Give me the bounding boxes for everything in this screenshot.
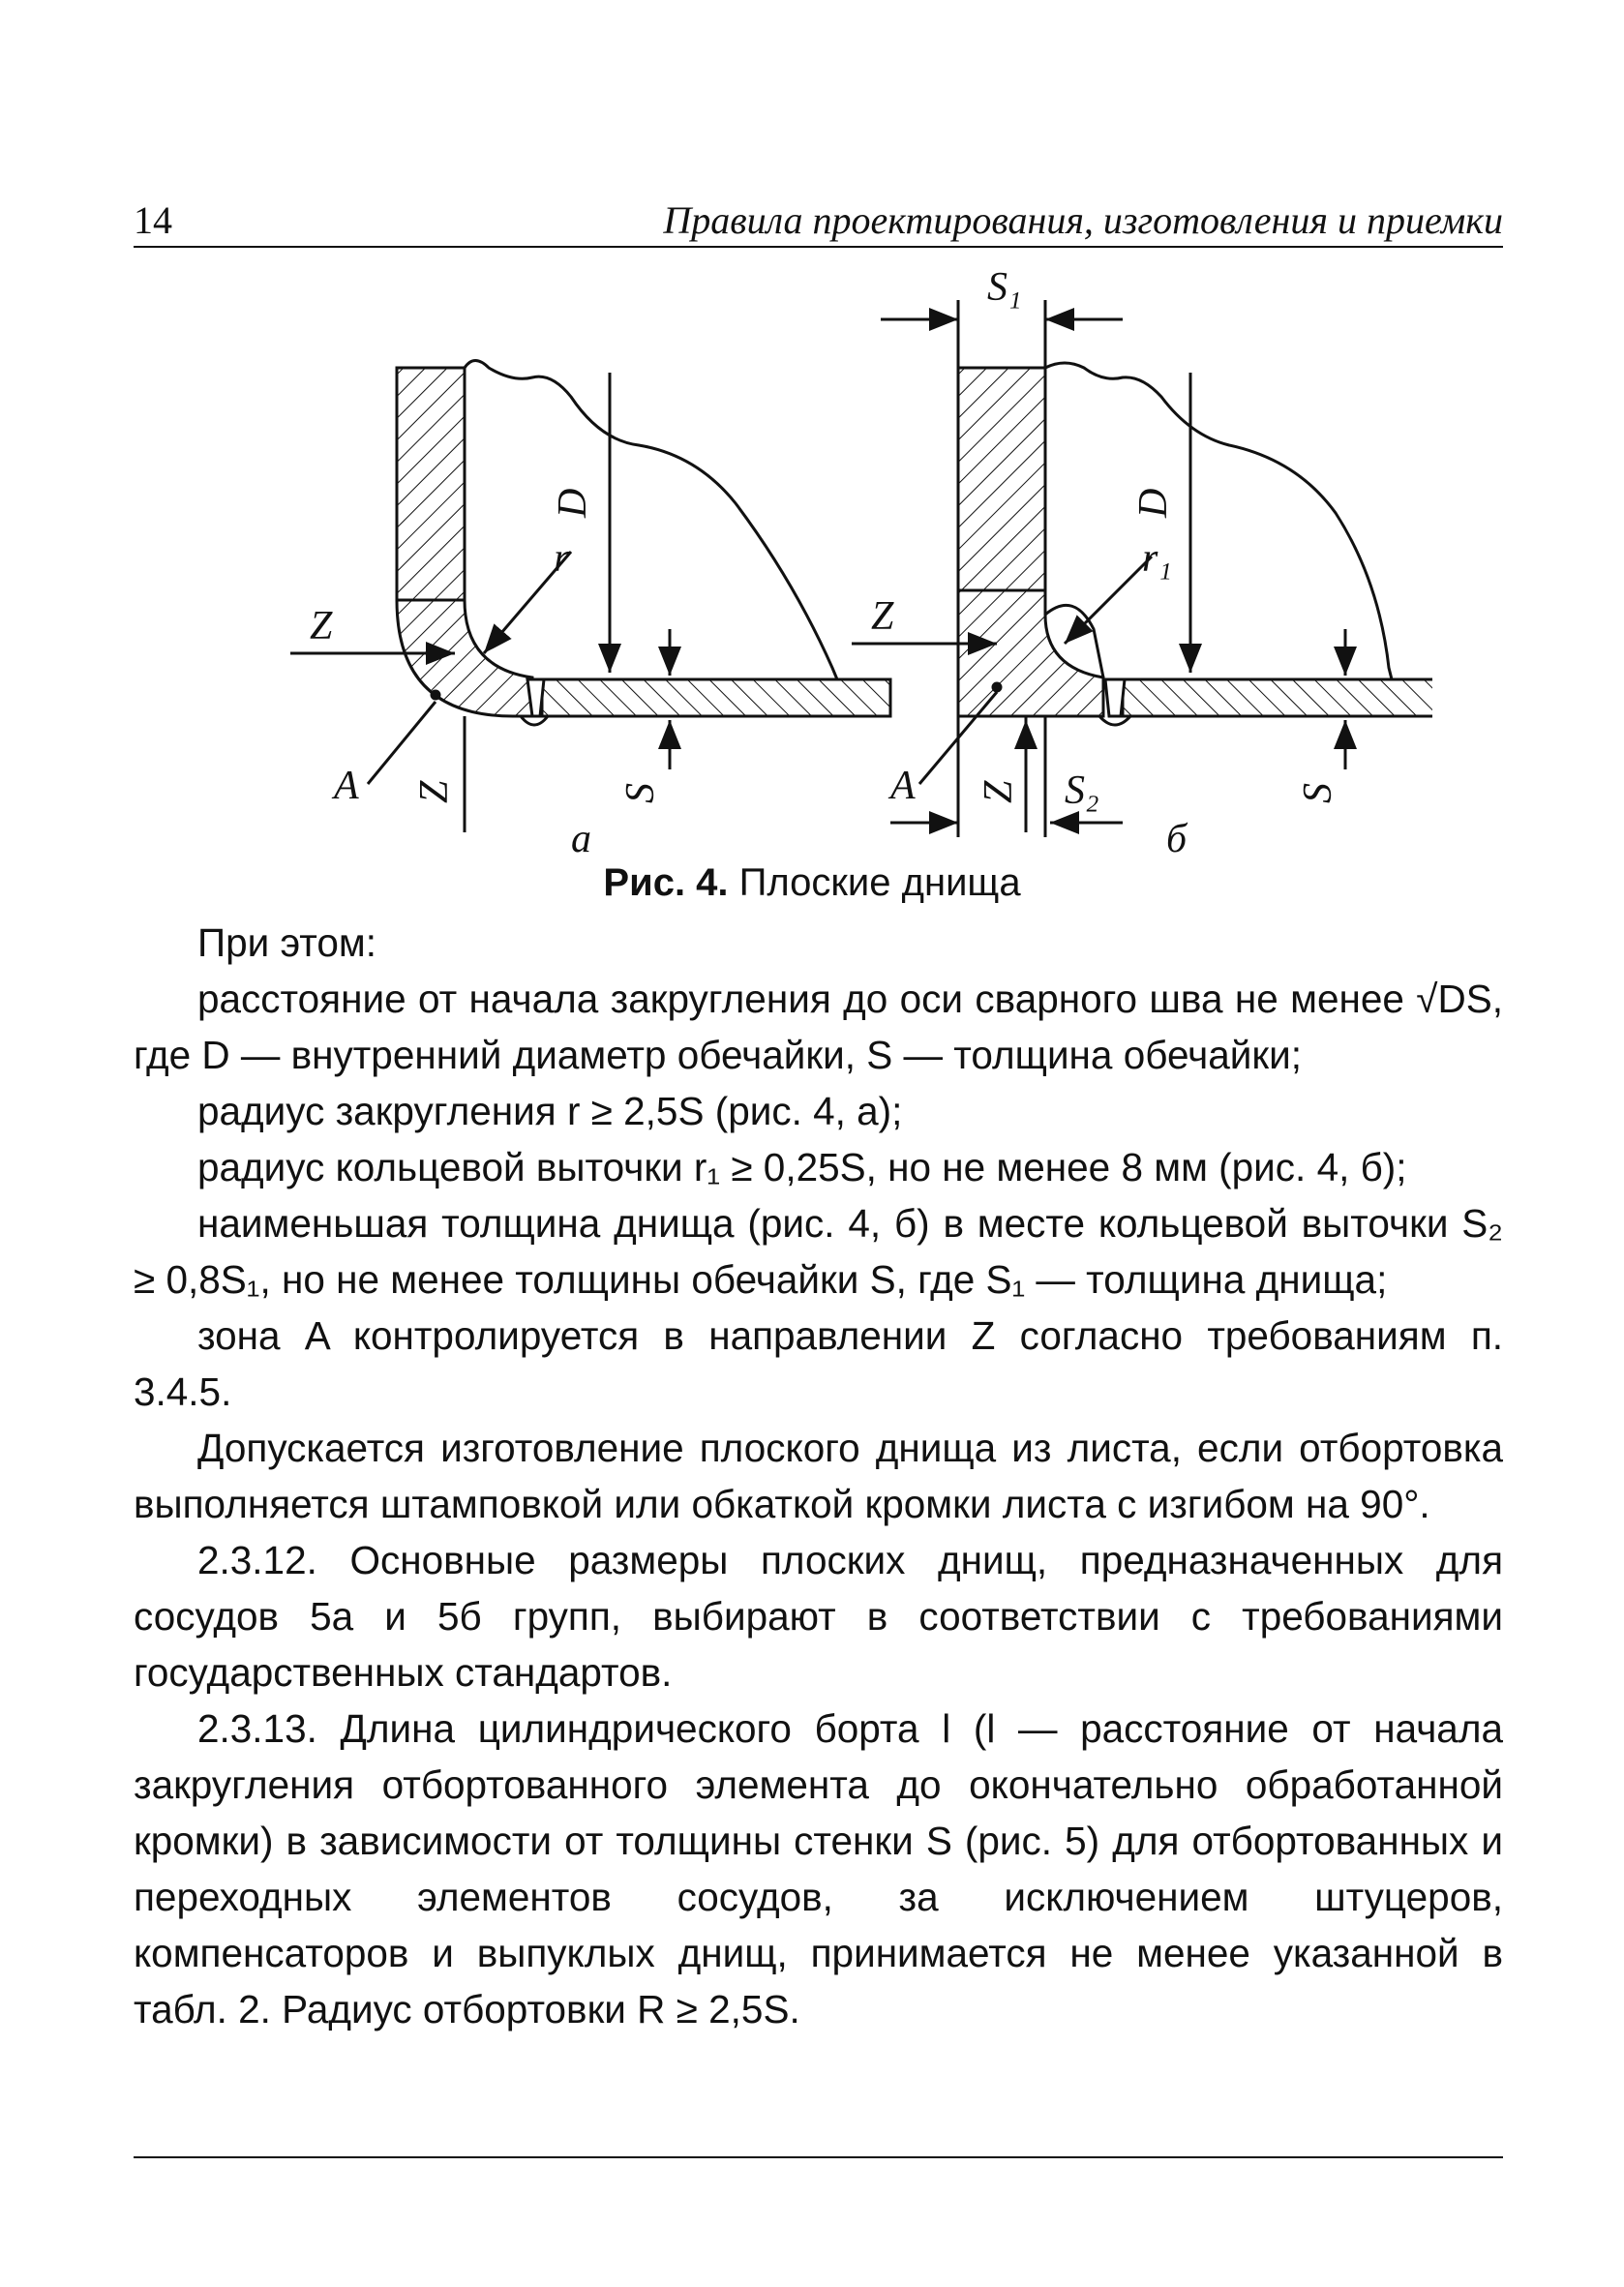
fig-b-zone-A: A xyxy=(890,764,916,808)
paragraph-7: Допускается изготовление плоского днища из листа, если отбортовка выполняется штамповкой или обкаткой кромки листа с изгибом на 90°. xyxy=(134,1426,1503,1526)
paragraph-9: 2.3.13. Длина цилиндрического борта l (l — расстояние от начала закругления отбортованного элемента до окончательно обработанной кромки) в зависимости от толщины стенки S (рис. 5) для отбортованных и переходных элементов сосудов, за исключением штуцеров, компенсаторов и выпуклых днищ, принимается не менее указанной в табл. 2. Радиус отбортовки R ≥ 2,5S. xyxy=(134,1706,1503,2031)
page-header xyxy=(134,190,1503,248)
fig-a-dim-S: S xyxy=(618,783,663,803)
figure-caption-number: Рис. 4. xyxy=(603,861,729,904)
bottom-rule xyxy=(134,2156,1503,2158)
paragraph-4: радиус кольцевой выточки r₁ ≥ 0,25S, но не менее 8 мм (рис. 4, б); xyxy=(197,1145,1407,1189)
fig-a-zone-A: A xyxy=(334,764,359,808)
running-title: Правила проектирования, изготовления и приемки xyxy=(663,198,1503,242)
fig-b-label: б xyxy=(1166,817,1188,861)
body-text xyxy=(134,915,1503,2037)
fig-b-radius-r1: r₁ xyxy=(1142,536,1172,581)
fig-a-label: а xyxy=(571,817,591,861)
figure-drawing xyxy=(290,261,1432,871)
fig-a-dim-D: D xyxy=(551,488,595,518)
paragraph-3: радиус закругления r ≥ 2,5S (рис. 4, а); xyxy=(197,1089,903,1133)
paragraph-1: При этом: xyxy=(197,920,376,965)
fig-b-dim-S2: S₂ xyxy=(1065,768,1099,813)
fig-b-dim-S1: S₁ xyxy=(987,265,1022,310)
page-number: 14 xyxy=(134,198,172,242)
fig-b-dim-Z: Z xyxy=(977,780,1021,803)
fig-a-direction-Z: Z xyxy=(310,604,333,648)
paragraph-5: наименьшая толщина днища (рис. 4, б) в месте кольцевой выточки S₂ ≥ 0,8S₁, но не менее толщины обечайки S, где S₁ — толщина днища; xyxy=(134,1201,1503,1302)
fig-a-dim-Z: Z xyxy=(412,780,457,803)
figure-flat-heads xyxy=(290,261,1432,871)
fig-a-radius-r: r xyxy=(554,536,570,581)
figure-caption xyxy=(0,861,1624,905)
figure-a xyxy=(290,361,890,833)
paragraph-6: зона A контролируется в направлении Z согласно требованиям п. 3.4.5. xyxy=(134,1313,1503,1414)
header-rule xyxy=(134,246,1503,248)
fig-b-dim-S: S xyxy=(1296,783,1340,803)
paragraph-8: 2.3.12. Основные размеры плоских днищ, предназначенных для сосудов 5а и 5б групп, выбирают в соответствии с требованиями государственных стандартов. xyxy=(134,1538,1503,1695)
figure-caption-text: Плоские днища xyxy=(728,861,1021,904)
fig-b-direction-Z: Z xyxy=(871,594,894,639)
paragraph-2: расстояние от начала закругления до оси сварного шва не менее √DS, где D — внутренний диаметр обечайки, S — толщина обечайки; xyxy=(134,977,1503,1077)
fig-b-dim-D: D xyxy=(1131,488,1176,518)
